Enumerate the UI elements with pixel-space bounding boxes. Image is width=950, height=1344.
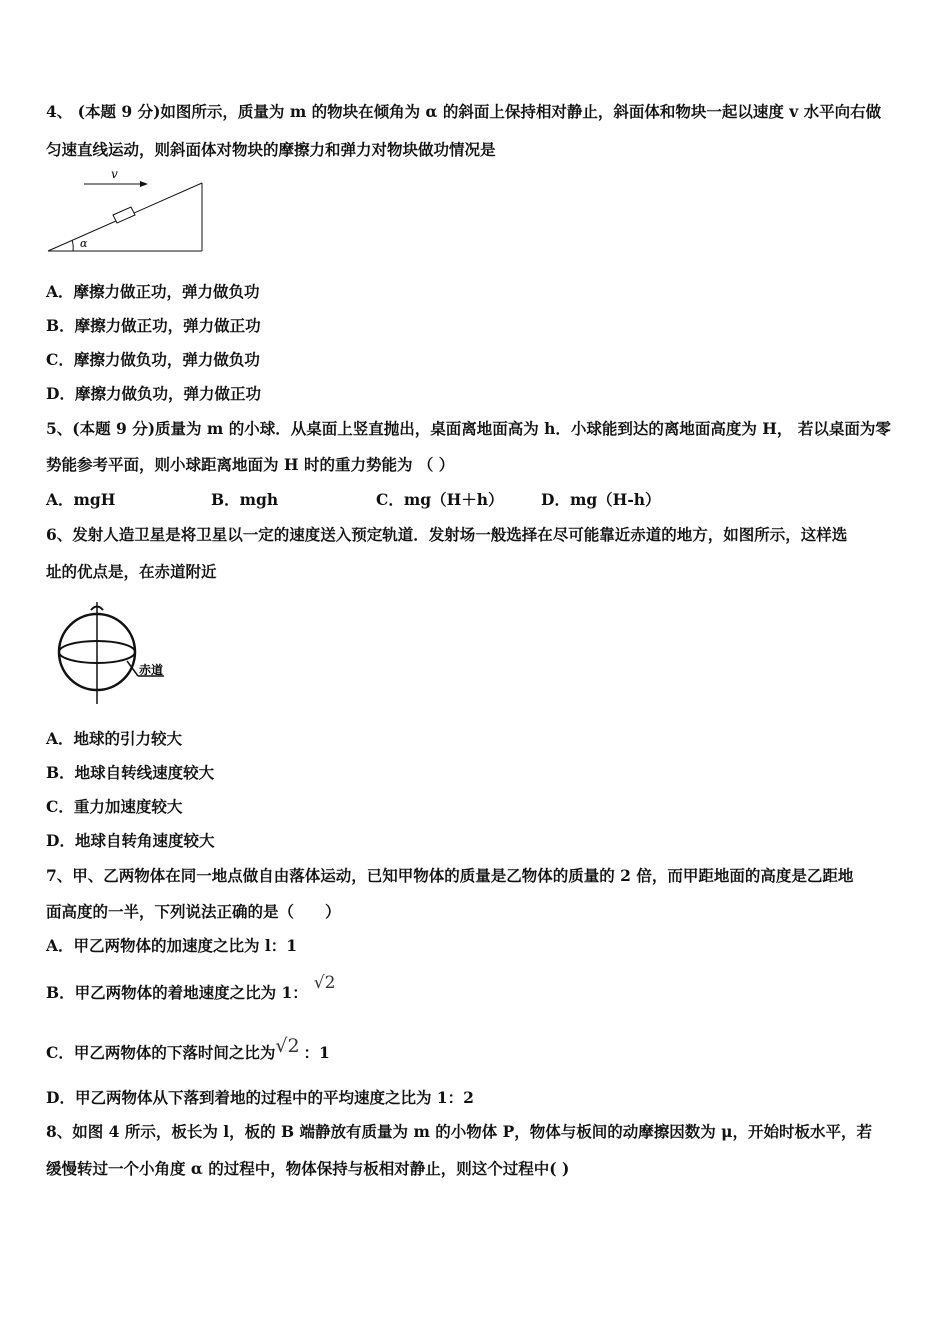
q4-option-c: C．摩擦力做负功，弹力做负功 [46, 350, 260, 369]
q5-options-row [46, 490, 661, 510]
q6-option-c: C．重力加速度较大 [46, 797, 183, 816]
velocity-label: v [111, 167, 118, 181]
q5-option-b: B．mgh [211, 490, 279, 509]
q5-stem-line-1: 5、(本题 9 分)质量为 m 的小球．从桌面上竖直抛出，桌面离地面高为 h．小球能到达的离地面高度为 H， 若以桌面为零 [46, 419, 891, 438]
sqrt-two-b: √2 [313, 973, 336, 993]
q7-option-c-suffix: ：1 [303, 1043, 330, 1062]
q4-option-a: A．摩擦力做正功，弹力做负功 [46, 282, 260, 301]
earth-figure [52, 600, 177, 710]
q8-stem-line-1: 8、如图 4 所示，板长为 l，板的 B 端静放有质量为 m 的小物体 P，物体与板间的动摩擦因数为 μ，开始时板水平，若 [46, 1122, 873, 1141]
block [113, 207, 135, 223]
q7-stem-line-2: 面高度的一半，下列说法正确的是（ ） [46, 902, 341, 921]
alpha-label: α [80, 237, 88, 250]
q5-option-d: D．mg（H-h） [541, 490, 661, 509]
q4-stem-line-1: 4、 (本题 9 分)如图所示，质量为 m 的物块在倾角为 α 的斜面上保持相对静止，斜面体和物块一起以速度 v 水平向右做 [46, 102, 882, 121]
q6-option-a: A．地球的引力较大 [46, 729, 183, 748]
q7-option-c [46, 1035, 330, 1063]
q5-stem-line-2: 势能参考平面，则小球距离地面为 H 时的重力势能为 （ ） [46, 455, 455, 474]
velocity-arrowhead [140, 181, 148, 187]
angle-arc [72, 240, 73, 251]
q4-stem-line-2: 匀速直线运动，则斜面体对物块的摩擦力和弹力对物块做功情况是 [46, 140, 496, 159]
q7-option-a: A．甲乙两物体的加速度之比为 l：1 [46, 936, 298, 955]
incline-figure [44, 166, 214, 256]
q7-stem-line-1: 7、甲、乙两物体在同一地点做自由落体运动，已知甲物体的质量是乙物体的质量的 2 倍，而甲距地面的高度是乙距地 [46, 866, 854, 885]
sqrt-two-c: √2 [275, 1035, 300, 1057]
q8-stem-line-2: 缓慢转过一个小角度 α 的过程中，物体保持与板相对静止，则这个过程中( ) [46, 1159, 570, 1178]
q5-option-a: A．mgH [46, 490, 116, 509]
q5-option-c: C．mg（H＋h） [376, 490, 504, 509]
q7-option-d: D．甲乙两物体从下落到着地的过程中的平均速度之比为 1：2 [46, 1088, 474, 1107]
q7-option-c-text: C．甲乙两物体的下落时间之比为 [46, 1043, 276, 1062]
q6-stem-line-2: 址的优点是，在赤道附近 [46, 562, 217, 581]
q6-stem-line-1: 6、发射人造卫星是将卫星以一定的速度送入预定轨道．发射场一般选择在尽可能靠近赤道的地方，如图所示，这样选 [46, 525, 848, 544]
q4-option-b: B．摩擦力做正功，弹力做正功 [46, 316, 261, 335]
q7-option-b-text: B．甲乙两物体的着地速度之比为 1： [46, 983, 308, 1002]
equator-label: 赤道 [139, 663, 164, 677]
q4-option-d: D．摩擦力做负功，弹力做正功 [46, 384, 261, 403]
q7-option-b [46, 973, 336, 1003]
q6-option-d: D．地球自转角速度较大 [46, 831, 215, 850]
q6-option-b: B．地球自转线速度较大 [46, 763, 215, 782]
